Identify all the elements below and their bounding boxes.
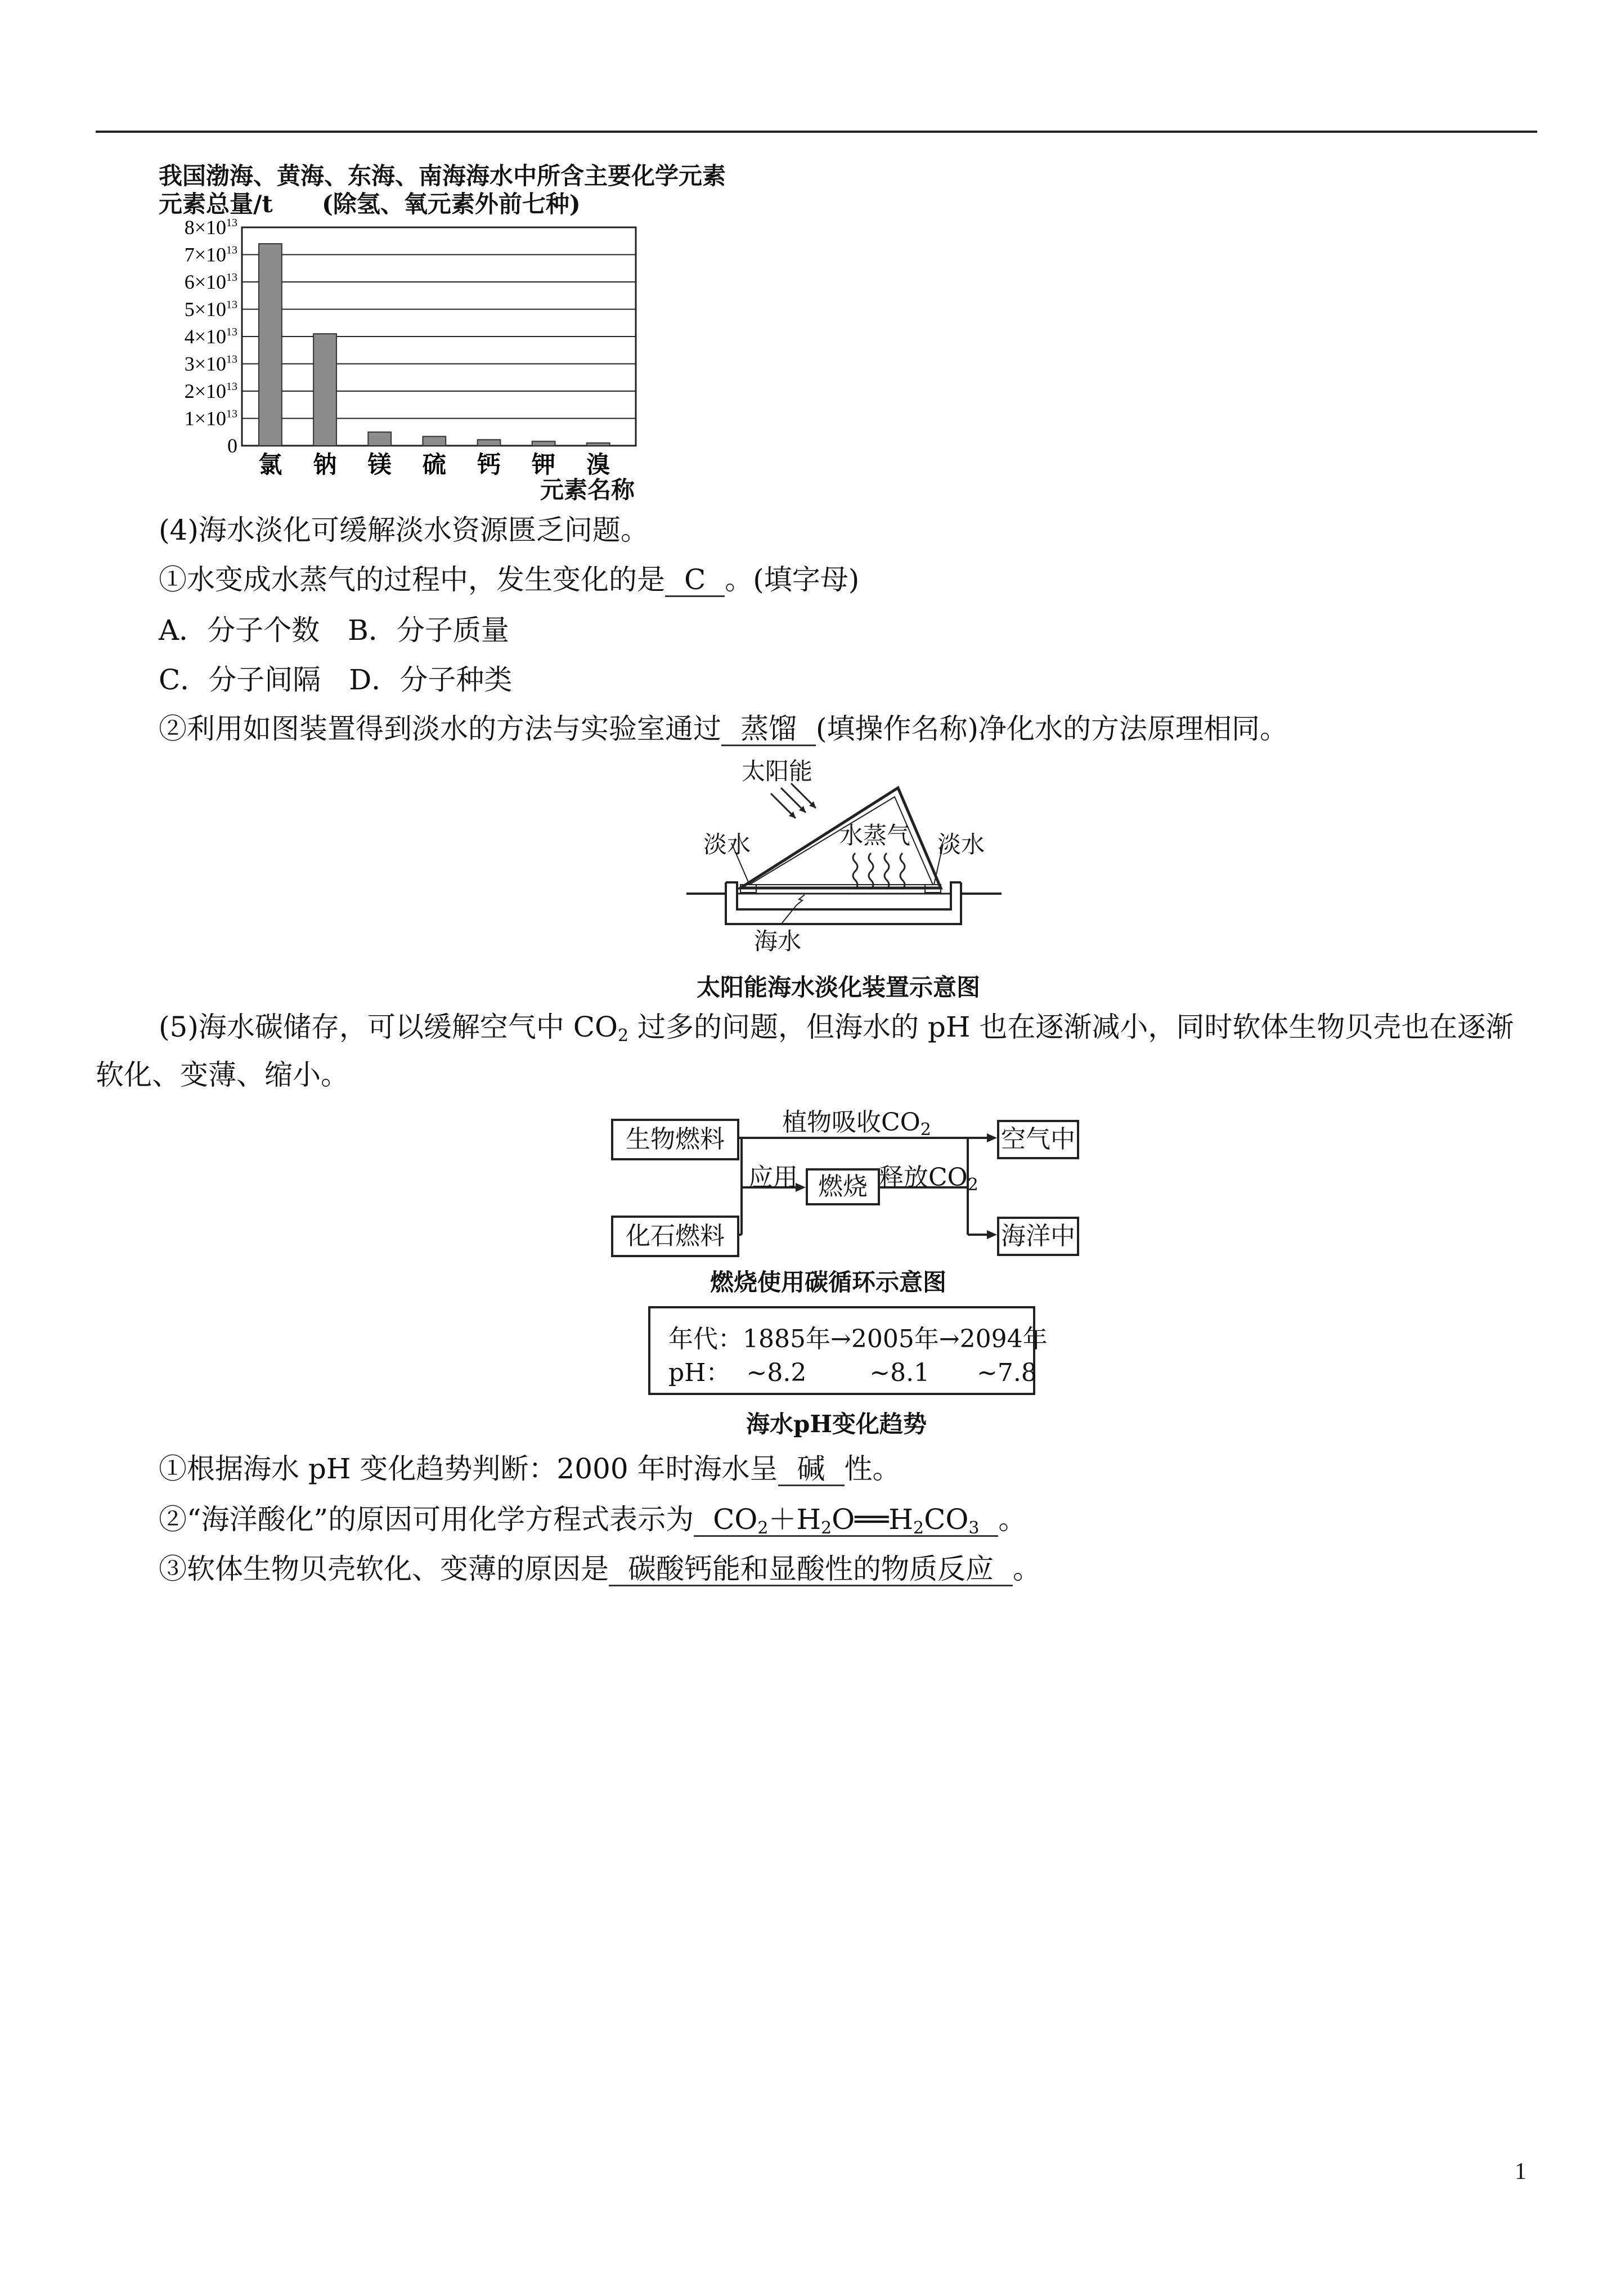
y-tick-label: $5\times 10^{13}$ bbox=[184, 298, 237, 321]
q4-sub2 bbox=[159, 712, 1288, 746]
bar bbox=[313, 334, 336, 446]
solar-still-diagram bbox=[686, 754, 1002, 968]
y-tick-label: 0 bbox=[227, 434, 237, 457]
bar-chart bbox=[152, 208, 658, 506]
x-tick-label: 氯 bbox=[258, 451, 282, 478]
eq-b: ＋H bbox=[768, 1503, 821, 1536]
chart-subtitle: (除氢、氧元素外前七种) bbox=[322, 190, 581, 218]
q4-sub1 bbox=[159, 563, 859, 597]
box-fossil-fuel: 化石燃料 bbox=[611, 1216, 739, 1257]
q5-intro-sub: 2 bbox=[617, 1026, 629, 1046]
eq-c-sub: 2 bbox=[913, 1518, 924, 1538]
cycle-caption: 燃烧使用碳循环示意图 bbox=[710, 1268, 947, 1296]
q4-options-cd: C．分子间隔 D．分子种类 bbox=[159, 663, 513, 696]
y-tick-label: $2\times 10^{13}$ bbox=[184, 380, 237, 402]
box-air: 空气中 bbox=[997, 1120, 1079, 1159]
q5-intro-a: (5)海水碳储存，可以缓解空气中 CO bbox=[159, 1011, 618, 1043]
solar-label-vapor: 水蒸气 bbox=[839, 822, 911, 849]
solar-label-fresh-left: 淡水 bbox=[703, 831, 751, 858]
y-tick-label: $7\times 10^{13}$ bbox=[184, 243, 237, 266]
eq-a: CO bbox=[713, 1503, 758, 1536]
solar-caption: 太阳能海水淡化装置示意图 bbox=[697, 974, 981, 1001]
q5-sub2-post: 。 bbox=[998, 1503, 1027, 1536]
eq-b-sub: 2 bbox=[821, 1518, 832, 1538]
solar-label-sea: 海水 bbox=[754, 927, 802, 955]
q4-sub2-post: (填操作名称)净化水的方法原理相同。 bbox=[816, 712, 1288, 745]
label-apply: 应用 bbox=[748, 1163, 798, 1192]
q4-sub1-answer: C bbox=[665, 564, 725, 597]
q5-sub2-answer bbox=[694, 1504, 998, 1537]
q5-sub3-answer: 碳酸钙能和显酸性的物质反应 bbox=[609, 1553, 1013, 1586]
q5-intro-line2: 软化、变薄、缩小。 bbox=[96, 1059, 349, 1091]
bar bbox=[587, 443, 610, 446]
eq-a-sub: 2 bbox=[757, 1518, 769, 1538]
q4-sub1-post: 。(填字母) bbox=[725, 563, 860, 596]
ph-trend-box bbox=[648, 1306, 1048, 1395]
solar-label-fresh-right: 淡水 bbox=[937, 831, 985, 858]
y-tick-label: $1\times 10^{13}$ bbox=[184, 407, 237, 430]
q5-sub3-post: 。 bbox=[1013, 1553, 1041, 1585]
q5-sub1 bbox=[159, 1452, 901, 1486]
q5-sub1-answer: 碱 bbox=[778, 1453, 845, 1486]
bar bbox=[478, 440, 501, 446]
x-tick-label: 溴 bbox=[586, 451, 610, 478]
x-tick-label: 硫 bbox=[422, 451, 446, 478]
q5-intro-b: 过多的问题，但海水的 pH 也在逐渐减小，同时软体生物贝壳也在逐渐 bbox=[628, 1011, 1514, 1043]
y-tick-label: $8\times 10^{13}$ bbox=[184, 216, 237, 239]
q5-sub2-pre: ②“海洋酸化”的原因可用化学方程式表示为 bbox=[159, 1503, 694, 1536]
label-release bbox=[879, 1157, 978, 1193]
q5-sub1-post: 性。 bbox=[844, 1452, 901, 1485]
bar bbox=[368, 432, 391, 446]
page-number: 1 bbox=[1515, 2159, 1526, 2185]
x-tick-label: 钠 bbox=[313, 451, 337, 478]
label-plant-absorb bbox=[782, 1102, 931, 1138]
ph-trend-caption: 海水pH变化趋势 bbox=[746, 1410, 927, 1438]
x-tick-label: 镁 bbox=[367, 451, 392, 478]
chart-ylabel: 元素总量/t bbox=[159, 190, 273, 218]
bar bbox=[423, 437, 446, 446]
header-rule bbox=[96, 131, 1537, 133]
box-ocean: 海洋中 bbox=[997, 1217, 1079, 1256]
q4-options-ab: A．分子个数 B．分子质量 bbox=[159, 614, 509, 647]
solar-label-sun: 太阳能 bbox=[742, 757, 813, 785]
q5-intro bbox=[159, 1010, 1514, 1044]
chart-xlabel: 元素名称 bbox=[540, 476, 635, 504]
bar bbox=[259, 244, 282, 446]
label-release-sub: 2 bbox=[967, 1175, 978, 1195]
q4-sub2-pre: ②利用如图装置得到淡水的方法与实验室通过 bbox=[159, 712, 721, 745]
label-plant-absorb-text: 植物吸收CO bbox=[782, 1108, 920, 1137]
q5-sub3-pre: ③软体生物贝壳软化、变薄的原因是 bbox=[159, 1553, 609, 1585]
label-release-text: 释放CO bbox=[879, 1163, 968, 1192]
ph-trend-row1: 年代：1885年→2005年→2094年 bbox=[668, 1325, 1048, 1353]
y-tick-label: $3\times 10^{13}$ bbox=[184, 352, 237, 375]
box-bio-fuel: 生物燃料 bbox=[611, 1119, 739, 1160]
x-tick-label: 钾 bbox=[532, 451, 556, 478]
bar bbox=[532, 441, 555, 446]
y-tick-label: $6\times 10^{13}$ bbox=[184, 271, 237, 293]
q5-sub2 bbox=[159, 1503, 1026, 1537]
eq-d: CO bbox=[924, 1503, 969, 1536]
q5-sub1-pre: ①根据海水 pH 变化趋势判断：2000 年时海水呈 bbox=[159, 1452, 778, 1485]
label-plant-absorb-sub: 2 bbox=[920, 1120, 931, 1140]
box-combustion: 燃烧 bbox=[806, 1168, 880, 1205]
q4-sub1-pre: ①水变成水蒸气的过程中，发生变化的是 bbox=[159, 563, 665, 596]
q5-sub3 bbox=[159, 1552, 1041, 1586]
ph-trend-row2: pH： ~8.2 ~8.1 ~7.8 bbox=[668, 1358, 1037, 1387]
chart-title: 我国渤海、黄海、东海、南海海水中所含主要化学元素 bbox=[159, 162, 726, 190]
eq-d-sub: 3 bbox=[968, 1518, 980, 1538]
q4-intro: (4)海水淡化可缓解淡水资源匮乏问题。 bbox=[159, 514, 649, 546]
eq-c: O══H bbox=[832, 1503, 913, 1536]
q4-sub2-answer: 蒸馏 bbox=[721, 713, 816, 746]
y-tick-label: $4\times 10^{13}$ bbox=[184, 325, 237, 348]
x-tick-label: 钙 bbox=[477, 451, 501, 478]
